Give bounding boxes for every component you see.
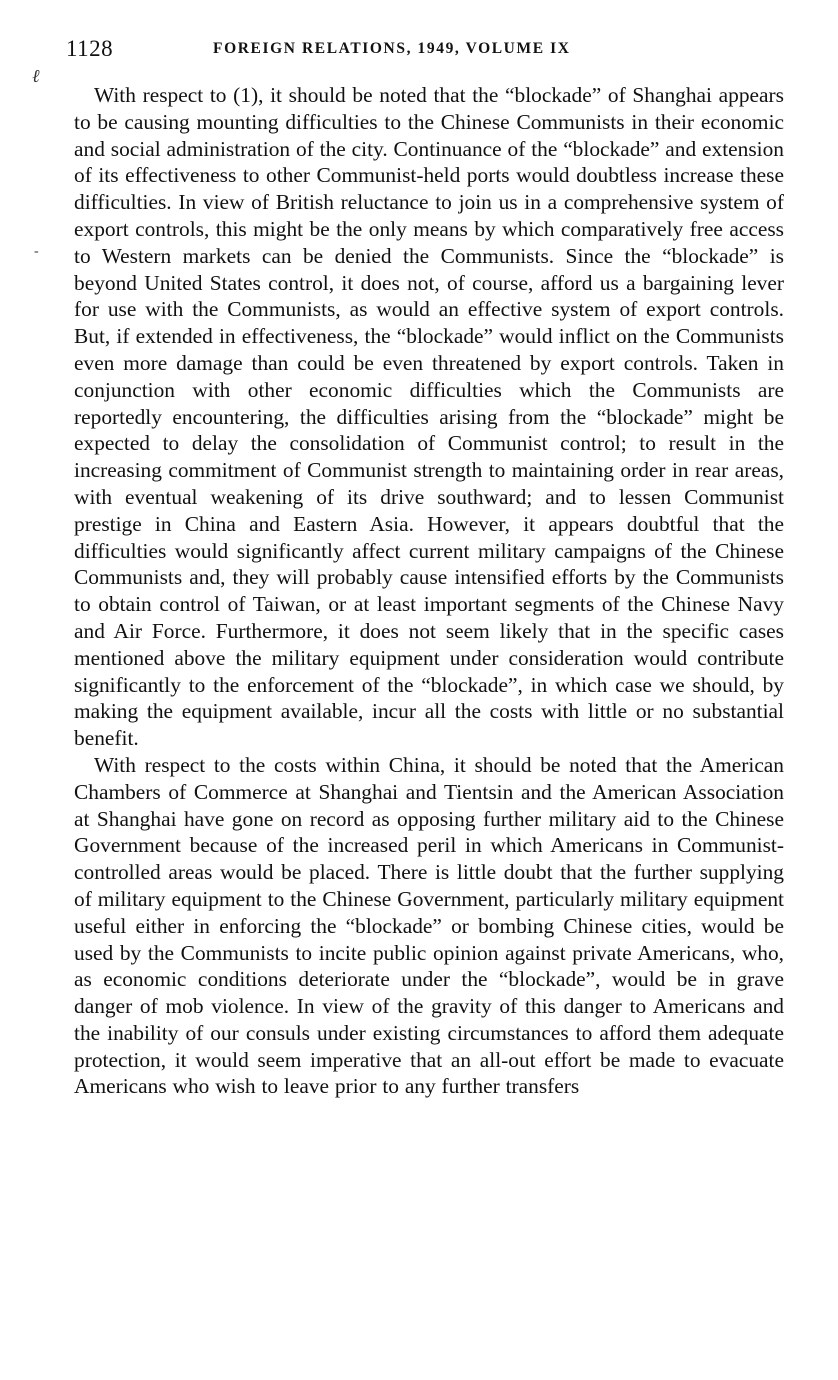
running-head: FOREIGN RELATIONS, 1949, VOLUME IX [213,40,571,57]
page-header [66,36,786,66]
paragraph-costs-within-china: With respect to the costs within China, it should be noted that the American Chambers of Commerce at Shanghai and Tientsin and the American Association at Shanghai have gone on record as opposing further military aid to the Chinese Government because of the increased peril in which Americans in Communist-controlled areas would be placed. There is little doubt that the further supplying of military equipment to the Chinese Government, particularly military equipment useful either in enforcing the “blockade” or bombing Chinese cities, would be used by the Communists to incite public opinion against private Americans, who, as economic conditions deteriorate under the “blockade”, would be in grave danger of mob violence. In view of the gravity of this danger to Americans and the inability of our consuls under existing circumstances to afford them adequate protection, it would seem imperative that an all-out effort be made to evacuate Americans who wish to leave prior to any further transfers [74,752,784,1099]
paragraph-blockade: With respect to (1), it should be noted that the “blockade” of Shanghai appears to be causing mounting difficulties to the Chinese Communists in their economic and social administration of the city. Continuance of the “blockade” and extension of its effectiveness to other Communist-held ports would doubtless increase these difficulties. In view of British reluctance to join us in a comprehensive system of export controls, this might be the only means by which comparatively free access to Western markets can be denied the Communists. Since the “blockade” is beyond United States control, it does not, of course, afford us a bargaining lever for use with the Communists, as would an effective system of export controls. But, if extended in effectiveness, the “blockade” would inflict on the Communists even more damage than could be even threatened by export controls. Taken in conjunction with other economic difficulties which the Communists are reportedly encountering, the difficulties arising from the “blockade” might be expected to delay the consolidation of Communist control; to result in the increasing commitment of Communist strength to maintaining order in rear areas, with eventual weakening of its drive southward; and to lessen Communist prestige in China and Eastern Asia. However, it appears doubtful that the difficulties would significantly affect current military campaigns of the Chinese Communists and, they will probably cause intensified efforts by the Communists to obtain control of Taiwan, or at least important segments of the Chinese Navy and Air Force. Furthermore, it does not seem likely that in the specific cases mentioned above the military equipment under consideration would contribute significantly to the enforcement of the “blockade”, in which case we should, by making the equipment available, incur all the costs with little or no substantial benefit. [74,83,784,751]
body-text [74,82,784,1100]
page-number: 1128 [66,36,114,61]
margin-mark: - [34,244,39,259]
margin-mark: ℓ [32,66,40,86]
